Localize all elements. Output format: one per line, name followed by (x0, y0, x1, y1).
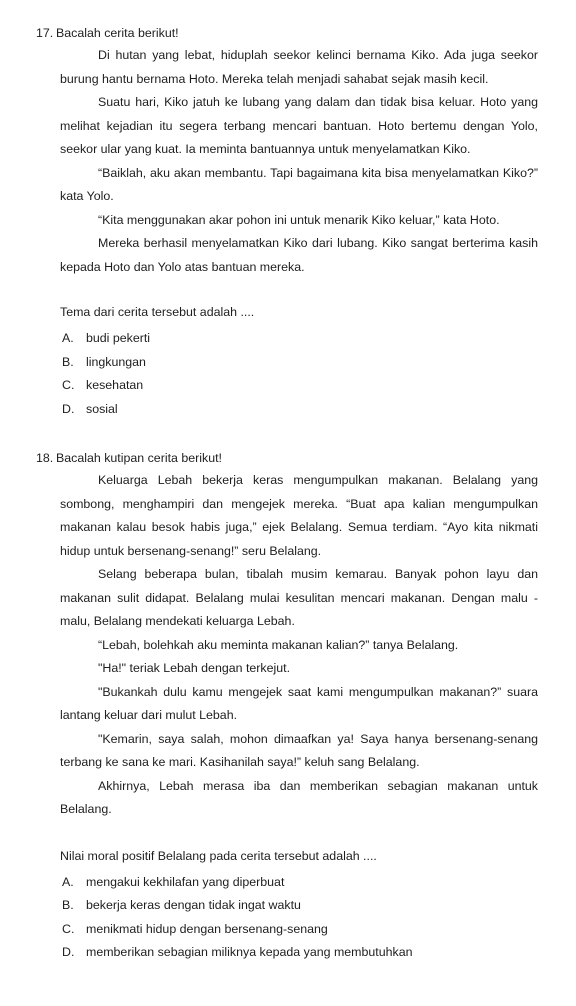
option-letter: A. (62, 874, 74, 889)
answer-option-c[interactable] (60, 374, 538, 398)
option-letter: B. (62, 354, 74, 369)
question-instruction: Bacalah cerita berikut! (56, 26, 179, 40)
question-spacer (36, 421, 538, 447)
question-instruction: Bacalah kutipan cerita berikut! (56, 451, 222, 465)
option-text: lingkungan (86, 354, 146, 369)
story-paragraph: Di hutan yang lebat, hiduplah seekor kelinci bernama Kiko. Ada juga seekor burung hantu bernama Hoto. Mereka telah menjadi sahabat sejak masih kecil. (60, 48, 538, 86)
answer-options (60, 327, 538, 421)
question-number: 17. (36, 26, 54, 40)
option-letter: A. (62, 331, 74, 345)
question-prompt: Nilai moral positif Belalang pada cerita tersebut adalah .... (60, 848, 377, 863)
option-text: kesehatan (86, 378, 144, 392)
question-18 (36, 447, 538, 965)
answer-option-b[interactable] (60, 894, 538, 918)
question-18-header (36, 447, 538, 469)
option-letter: D. (62, 945, 75, 959)
option-text: bekerja keras dengan tidak ingat waktu (86, 898, 301, 912)
option-letter: C. (62, 378, 75, 392)
story-paragraph: "Ha!" teriak Lebah dengan terkejut. (98, 661, 291, 675)
answer-option-b[interactable] (60, 351, 538, 375)
question-prompt: Tema dari cerita tersebut adalah .... (60, 305, 255, 319)
option-text: menikmati hidup dengan bersenang-senang (86, 921, 328, 936)
story-paragraph: “Baiklah, aku akan membantu. Tapi bagaimana kita bisa menyelamatkan Kiko?” kata Yolo. (60, 165, 538, 203)
answer-option-c[interactable] (60, 918, 538, 942)
story-paragraph: "Bukankah dulu kamu mengejek saat kami mengumpulkan makanan?” suara lantang keluar dari mulut Lebah. (60, 684, 538, 722)
option-text: budi pekerti (86, 331, 151, 345)
story-paragraph: “Kita menggunakan akar pohon ini untuk menarik Kiko keluar,” kata Hoto. (98, 212, 500, 227)
story-paragraph: "Kemarin, saya salah, mohon dimaafkan ya! Saya hanya bersenang-senang terbang ke sana ke mari. Kasihanilah saya!” keluh sang Belalang. (60, 731, 538, 769)
story-text (36, 469, 538, 822)
story-paragraph: Mereka berhasil menyelamatkan Kiko dari lubang. Kiko sangat berterima kasih kepada Hoto dan Yolo atas bantuan mereka. (60, 236, 538, 274)
question-17 (36, 22, 538, 421)
answer-option-a[interactable] (60, 327, 538, 351)
answer-option-d[interactable] (60, 941, 538, 965)
option-letter: B. (62, 898, 74, 912)
question-17-header (36, 22, 538, 44)
story-paragraph: Selang beberapa bulan, tibalah musim kemarau. Banyak pohon layu dan makanan sulit didapat. Belalang mulai kesulitan mencari makanan. Dengan malu -malu, Belalang mendekati keluarga Lebah. (60, 567, 538, 628)
story-text (36, 44, 538, 279)
option-text: sosial (86, 401, 118, 416)
story-paragraph: Keluarga Lebah bekerja keras mengumpulkan makanan. Belalang yang sombong, menghampiri dan mengejek mereka. “Buat apa kalian mengumpulkan makanan kalau besok habis juga,” ejek Belalang. Semua terdiam. “Ayo kita nikmati hidup untuk bersenang-senang!” seru Belalang. (60, 473, 538, 558)
story-paragraph: “Lebah, bolehkah aku meminta makanan kalian?” tanya Belalang. (98, 637, 459, 652)
question-number: 18. (36, 451, 54, 465)
option-text: memberikan sebagian miliknya kepada yang membutuhkan (86, 945, 413, 959)
answer-option-a[interactable] (60, 871, 538, 895)
option-letter: D. (62, 401, 75, 416)
option-text: mengakui kekhilafan yang diperbuat (86, 874, 285, 889)
story-paragraph: Suatu hari, Kiko jatuh ke lubang yang dalam dan tidak bisa keluar. Hoto yang melihat kejadian itu segera terbang mencari bantuan. Hoto bertemu dengan Yolo, seekor ular yang kuat. Ia meminta bantuannya untuk menyelamatkan Kiko. (60, 95, 538, 156)
answer-option-d[interactable] (60, 398, 538, 422)
answer-options (60, 871, 538, 965)
story-paragraph: Akhirnya, Lebah merasa iba dan memberikan sebagian makanan untuk Belalang. (60, 778, 538, 816)
option-letter: C. (62, 921, 75, 936)
